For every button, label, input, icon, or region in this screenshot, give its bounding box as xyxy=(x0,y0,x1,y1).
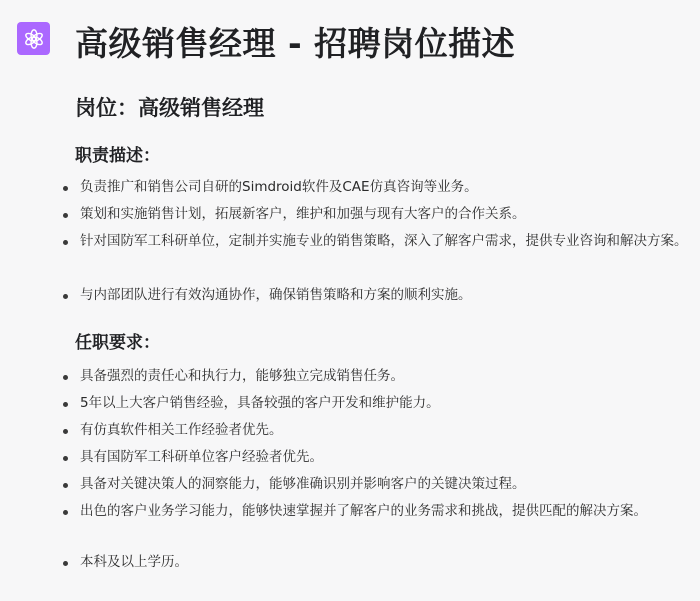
bullet-icon xyxy=(63,186,68,191)
list-item xyxy=(63,498,691,525)
list-item-text: 具有国防军工科研单位客户经验者优先。 xyxy=(80,449,323,465)
list-item-text: 与内部团队进行有效沟通协作，确保销售策略和方案的顺利实施。 xyxy=(80,287,472,303)
bullet-icon xyxy=(63,375,68,380)
position-heading: 岗位：高级销售经理 xyxy=(75,96,264,120)
header xyxy=(0,0,700,80)
bullet-icon xyxy=(63,429,68,434)
bullet-icon xyxy=(63,213,68,218)
list-item-text: 具备对关键决策人的洞察能力，能够准确识别并影响客户的关键决策过程。 xyxy=(80,476,526,492)
bullet-icon xyxy=(63,294,68,299)
list-item-text: 5年以上大客户销售经验，具备较强的客户开发和维护能力。 xyxy=(80,395,440,411)
bullet-icon xyxy=(63,483,68,488)
bullet-icon xyxy=(63,456,68,461)
list-item-text: 策划和实施销售计划，拓展新客户，维护和加强与现有大客户的合作关系。 xyxy=(80,206,526,222)
list-item xyxy=(63,174,691,201)
list-item xyxy=(63,549,691,576)
list-item-text: 出色的客户业务学习能力，能够快速掌握并了解客户的业务需求和挑战，提供匹配的解决方案。 xyxy=(80,503,647,519)
duties-heading: 职责描述： xyxy=(75,146,160,166)
list-item xyxy=(63,417,691,444)
list-item xyxy=(63,201,691,228)
bullet-icon xyxy=(63,510,68,515)
chatgpt-logo-icon xyxy=(17,22,50,55)
list-item xyxy=(63,282,691,309)
list-item xyxy=(63,471,691,498)
list-item xyxy=(63,228,691,255)
requirements-heading: 任职要求： xyxy=(75,333,160,353)
bullet-icon xyxy=(63,402,68,407)
list-item-text: 针对国防军工科研单位，定制并实施专业的销售策略，深入了解客户需求，提供专业咨询和解决方案。 xyxy=(80,233,688,249)
list-item-text: 有仿真软件相关工作经验者优先。 xyxy=(80,422,283,438)
list-item xyxy=(63,363,691,390)
list-item xyxy=(63,390,691,417)
list-item-text: 本科及以上学历。 xyxy=(80,554,188,570)
list-item-text: 具备强烈的责任心和执行力，能够独立完成销售任务。 xyxy=(80,368,404,384)
page-title: 高级销售经理 - 招聘岗位描述 xyxy=(75,24,516,63)
list-item-text: 负责推广和销售公司自研的Simdroid软件及CAE仿真咨询等业务。 xyxy=(80,179,478,195)
bullet-icon xyxy=(63,561,68,566)
list-item xyxy=(63,444,691,471)
bullet-icon xyxy=(63,240,68,245)
